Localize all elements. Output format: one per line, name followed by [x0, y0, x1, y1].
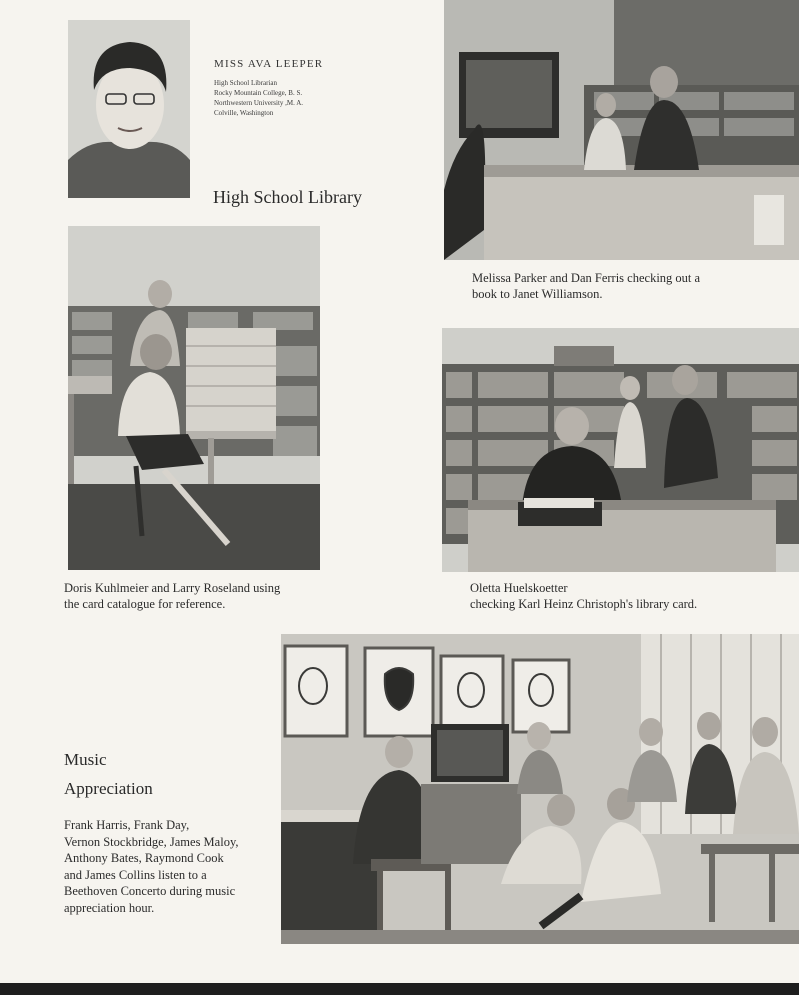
library-card-photo [442, 328, 799, 572]
caption-line: checking Karl Heinz Christoph's library card. [470, 597, 698, 611]
caption-line: book to Janet Williamson. [472, 287, 603, 301]
caption-line: the card catalogue for reference. [64, 597, 226, 611]
credential-line: Rocky Mountain College, B. S. [214, 89, 303, 97]
checkout-caption [472, 270, 700, 302]
caption-line: Vernon Stockbridge, James Maloy, [64, 834, 239, 849]
library-card-caption [470, 580, 697, 612]
caption-line: Anthony Bates, Raymond Cook [64, 851, 224, 865]
catalogue-caption [64, 580, 280, 612]
caption-line: Doris Kuhlmeier and Larry Roseland using [64, 581, 281, 595]
music-caption [64, 817, 239, 916]
librarian-portrait-photo [68, 20, 190, 198]
librarian-name: MISS AVA LEEPER [214, 58, 324, 70]
card-catalogue-photo [68, 226, 320, 570]
caption-line: Melissa Parker and Dan Ferris checking out a [472, 271, 701, 285]
librarian-credentials [214, 78, 303, 118]
credential-line: High School Librarian [214, 79, 277, 87]
caption-line: Oletta Huelskoetter [470, 581, 568, 595]
caption-line: and James Collins listen to a [64, 867, 207, 882]
page-bottom-border [0, 983, 799, 995]
caption-line: appreciation hour. [64, 900, 155, 915]
credential-line: Colville, Washington [214, 109, 274, 117]
caption-line: Frank Harris, Frank Day, [64, 818, 190, 832]
section-title: High School Library [213, 187, 362, 207]
music-title-line2: Appreciation [64, 779, 153, 798]
music-title-line1: Music [64, 750, 107, 769]
checkout-desk-photo [444, 0, 799, 260]
credential-line: Northwestern University ,M. A. [214, 99, 304, 107]
caption-line: Beethoven Concerto during music [64, 884, 236, 898]
music-room-photo [281, 634, 799, 944]
